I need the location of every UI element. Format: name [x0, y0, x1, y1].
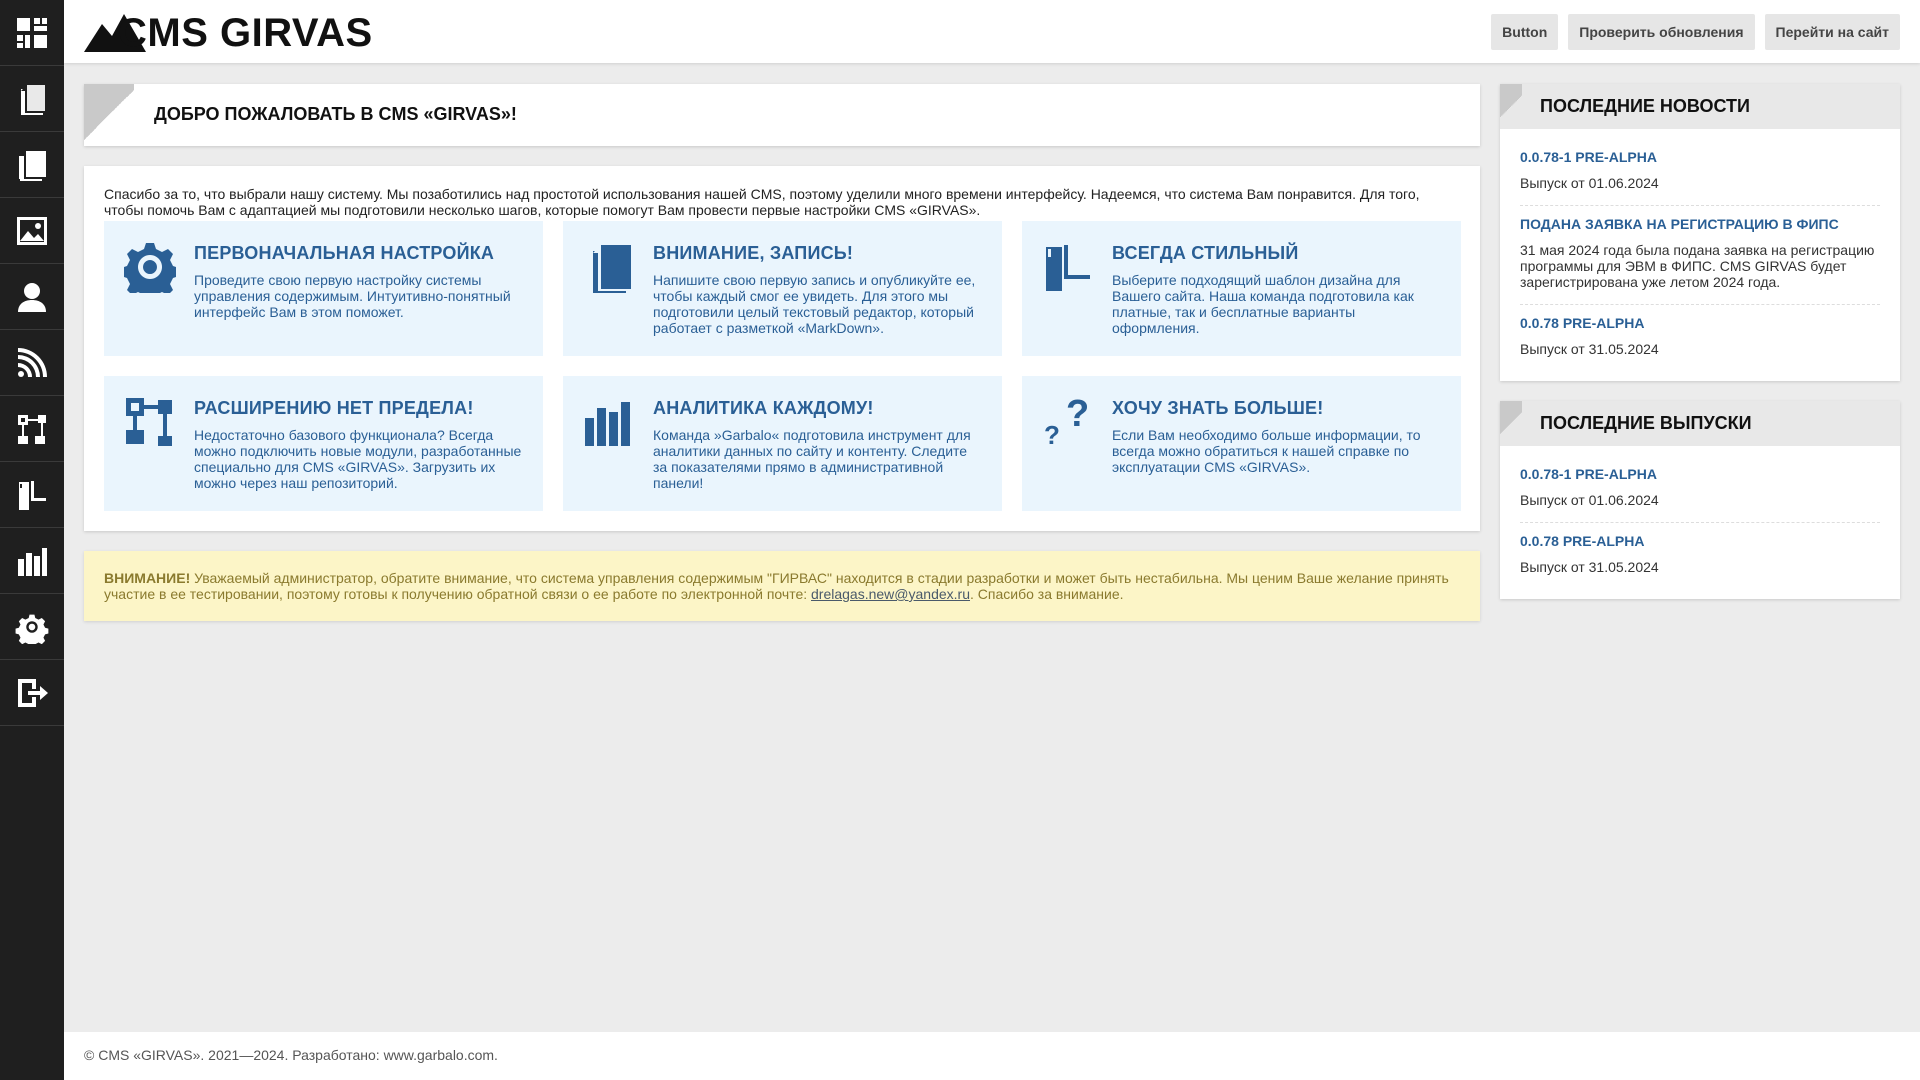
logout-icon [15, 676, 49, 710]
news-item-title[interactable]: ПОДАНА ЗАЯВКА НА РЕГИСТРАЦИЮ В ФИПС [1520, 216, 1839, 232]
release-item-text: Выпуск от 31.05.2024 [1520, 559, 1659, 575]
modules-icon [124, 396, 176, 448]
sidebar-item-media[interactable] [0, 198, 64, 264]
email-link[interactable]: drelagas.new@yandex.ru [811, 586, 970, 602]
templates-icon [1042, 241, 1094, 293]
card-title: ВНИМАНИЕ, ЗАПИСЬ! [653, 243, 854, 263]
card-help[interactable] [1022, 376, 1461, 511]
gear-icon [15, 610, 49, 644]
welcome-panel [84, 84, 1480, 146]
news-item-title[interactable]: 0.0.78 PRE-ALPHA [1520, 315, 1645, 331]
panel-corner-decoration [84, 84, 134, 146]
sidebar-item-modules[interactable] [0, 396, 64, 462]
warning-text: Уважаемый администратор, обратите внимание, что система управления содержимым "ГИРВАС" находится в стадии разработки и может быть нестабильна. Мы ценим Ваше желание принять участие в ее тестировании, поэтому готовы к получению обратной связи о ее работе по электронной почте: [104, 570, 1449, 602]
card-first-post[interactable] [563, 221, 1002, 356]
svg-text:?: ? [1044, 420, 1060, 448]
news-item-text: Выпуск от 31.05.2024 [1520, 341, 1659, 357]
gear-icon [124, 241, 176, 293]
card-modules[interactable] [104, 376, 543, 511]
check-updates-button[interactable]: Проверить обновления [1568, 14, 1754, 50]
page-title: ДОБРО ПОЖАЛОВАТЬ В CMS «GIRVAS»! [154, 104, 517, 124]
footer [64, 1032, 1920, 1080]
news-panel [1500, 84, 1900, 381]
card-description: Если Вам необходимо больше информации, то всегда можно обратиться к нашей справке по эксплуатации CMS «GIRVAS». [1112, 427, 1421, 475]
card-templates[interactable] [1022, 221, 1461, 356]
svg-text:?: ? [1066, 396, 1090, 435]
logo[interactable] [84, 8, 373, 58]
releases-panel-title: ПОСЛЕДНИЕ ВЫПУСКИ [1540, 413, 1752, 433]
news-item-text: Выпуск от 01.06.2024 [1520, 175, 1659, 191]
card-description: Напишите свою первую запись и опубликуйте ее, чтобы каждый смог ее увидеть. Для этого мы подготовили целый текстовый редактор, который работает с разметкой «MarkDown». [653, 272, 976, 336]
news-item-title[interactable]: 0.0.78-1 PRE-ALPHA [1520, 149, 1657, 165]
sidebar [0, 0, 64, 1080]
card-description: Недостаточно базового функционала? Всегда можно подключить новые модули, разработанные специально для CMS «GIRVAS». Загрузить их можно через наш репозиторий. [194, 427, 522, 491]
right-column [1500, 84, 1900, 619]
release-item-title[interactable]: 0.0.78 PRE-ALPHA [1520, 533, 1645, 549]
intro-panel [84, 166, 1480, 531]
card-title: АНАЛИТИКА КАЖДОМУ! [653, 398, 874, 418]
pages-icon [15, 82, 49, 116]
image-icon [15, 214, 49, 248]
releases-list [1500, 446, 1900, 599]
card-title: ВСЕГДА СТИЛЬНЫЙ [1112, 243, 1299, 263]
footer-copyright: © CMS «GIRVAS». 2021—2024. Разработано: www.garbalo.com. [84, 1047, 498, 1063]
sidebar-item-templates[interactable] [0, 462, 64, 528]
intro-text: Спасибо за то, что выбрали нашу систему. Мы позаботились над простотой использования нашей CMS, поэтому уделили много времени интерфейсу. Надеемся, что система Вам понравится. Для того, чтобы помочь Вам с адаптацией мы подготовили несколько шагов, которые помогут Вам провести первые настройки CMS «GIRVAS». [104, 186, 1420, 218]
news-item [1520, 206, 1880, 305]
user-icon [15, 280, 49, 314]
rss-icon [15, 346, 49, 380]
warning-banner [84, 551, 1480, 621]
documents-icon [15, 148, 49, 182]
logo-text: CMS GIRVAS [118, 10, 373, 55]
release-item [1520, 523, 1880, 589]
card-description: Проведите свою первую настройку системы управления содержимым. Интуитивно-понятный интерфейс Вам в этом поможет. [194, 272, 511, 320]
card-title: ПЕРВОНАЧАЛЬНАЯ НАСТРОЙКА [194, 243, 495, 263]
sidebar-item-logout[interactable] [0, 660, 64, 726]
header-button[interactable]: Button [1491, 14, 1558, 50]
release-item [1520, 456, 1880, 523]
panel-header [1500, 401, 1900, 446]
panel-corner-decoration [1500, 401, 1522, 446]
documents-icon [583, 241, 635, 293]
releases-panel [1500, 401, 1900, 599]
panel-corner-decoration [1500, 84, 1522, 129]
top-header [64, 0, 1920, 63]
card-initial-setup[interactable] [104, 221, 543, 356]
news-list [1500, 129, 1900, 381]
bar-chart-icon [583, 396, 635, 448]
news-item [1520, 139, 1880, 206]
warning-suffix: . Спасибо за внимание. [970, 586, 1124, 602]
bar-chart-icon [15, 544, 49, 578]
news-panel-title: ПОСЛЕДНИЕ НОВОСТИ [1540, 96, 1750, 116]
release-item-text: Выпуск от 01.06.2024 [1520, 492, 1659, 508]
card-description: Выберите подходящий шаблон дизайна для Вашего сайта. Наша команда подготовила как платные, так и бесплатные варианты оформления. [1112, 272, 1414, 336]
go-to-site-button[interactable]: Перейти на сайт [1765, 14, 1900, 50]
card-title: ХОЧУ ЗНАТЬ БОЛЬШЕ! [1112, 398, 1324, 418]
card-description: Команда »Garbalo« подготовила инструмент для аналитики данных по сайту и контенту. Следите за показателями прямо в административной панели! [653, 427, 971, 491]
main-content [84, 84, 1480, 621]
feature-cards [104, 221, 1460, 511]
question-icon [1042, 396, 1094, 448]
news-item-text: 31 мая 2024 года была подана заявка на регистрацию программы для ЭВМ в ФИПС. CMS GIRVAS будет зарегистрирована уже летом 2024 года. [1520, 242, 1875, 290]
sidebar-item-users[interactable] [0, 264, 64, 330]
sidebar-item-settings[interactable] [0, 594, 64, 660]
dashboard-icon [15, 16, 49, 50]
sidebar-item-pages[interactable] [0, 66, 64, 132]
header-buttons [1491, 14, 1900, 50]
sidebar-item-analytics[interactable] [0, 528, 64, 594]
warning-label: ВНИМАНИЕ! [104, 570, 191, 586]
card-analytics[interactable] [563, 376, 1002, 511]
release-item-title[interactable]: 0.0.78-1 PRE-ALPHA [1520, 466, 1657, 482]
sidebar-item-feeds[interactable] [0, 330, 64, 396]
card-title: РАСШИРЕНИЮ НЕТ ПРЕДЕЛА! [194, 398, 474, 418]
sidebar-item-dashboard[interactable] [0, 0, 64, 66]
panel-header [1500, 84, 1900, 129]
sidebar-item-posts[interactable] [0, 132, 64, 198]
templates-icon [15, 478, 49, 512]
news-item [1520, 305, 1880, 371]
modules-icon [15, 412, 49, 446]
